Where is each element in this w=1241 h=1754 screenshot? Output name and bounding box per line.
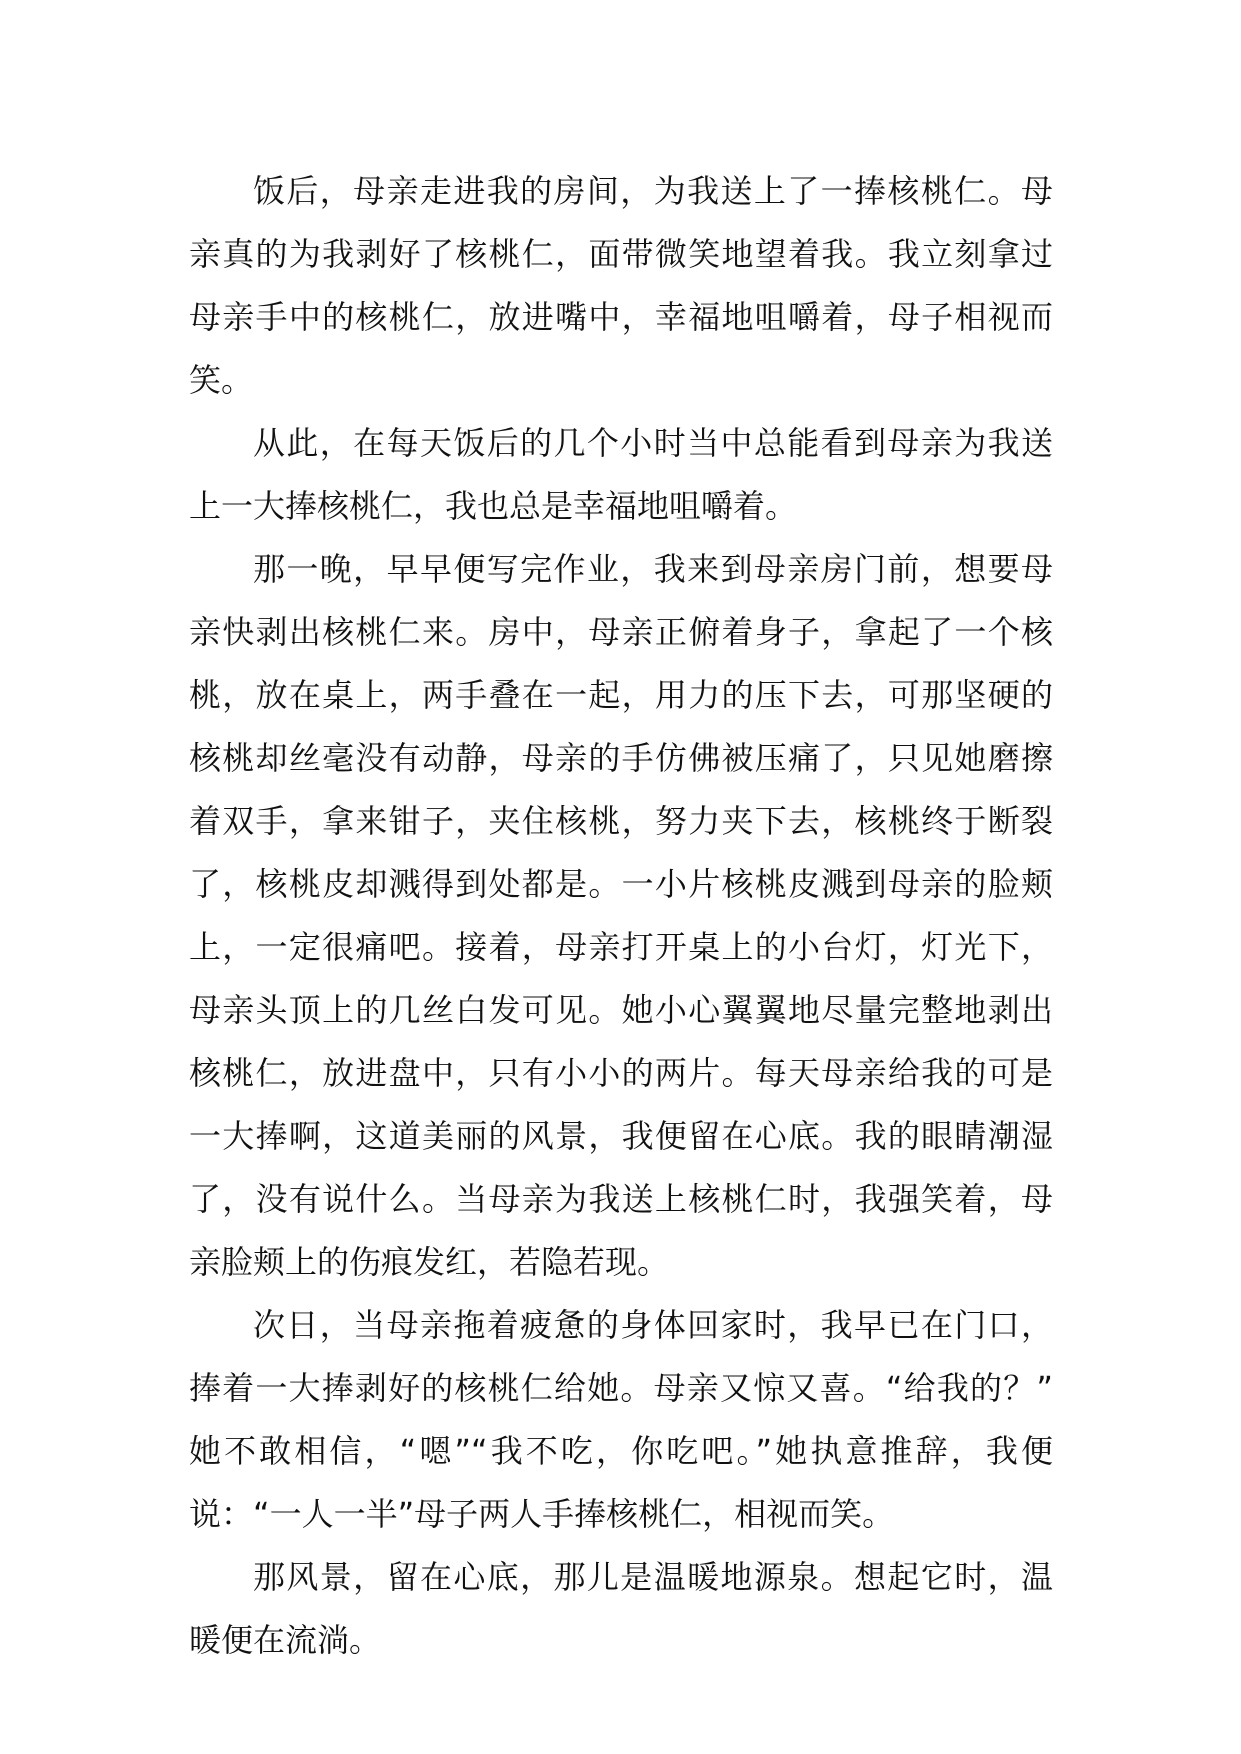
text-line: 了，核桃皮却溅得到处都是。一小片核桃皮溅到母亲的脸颊 (189, 865, 1053, 903)
paragraph (189, 412, 1053, 538)
text-line: 笑。 (189, 361, 254, 399)
text-line: 母亲手中的核桃仁，放进嘴中，幸福地咀嚼着，母子相视而 (189, 298, 1053, 336)
text-line: 核桃仁，放进盘中，只有小小的两片。每天母亲给我的可是 (189, 1054, 1053, 1092)
paragraph (189, 160, 1053, 412)
text-line: 她不敢相信，“嗯”“我不吃，你吃吧。”她执意推辞，我便 (189, 1432, 1053, 1470)
text-line: 那风景，留在心底，那儿是温暖地源泉。想起它时，温 (253, 1558, 1053, 1596)
text-line: 母亲头顶上的几丝白发可见。她小心翼翼地尽量完整地剥出 (189, 991, 1053, 1029)
text-line: 亲脸颊上的伤痕发红，若隐若现。 (189, 1243, 670, 1281)
text-line: 亲快剥出核桃仁来。房中，母亲正俯着身子，拿起了一个核 (189, 613, 1053, 651)
text-line: 桃，放在桌上，两手叠在一起，用力的压下去，可那坚硬的 (189, 676, 1053, 714)
text-line: 暖便在流淌。 (189, 1621, 382, 1659)
text-line: 着双手，拿来钳子，夹住核桃，努力夹下去，核桃终于断裂 (189, 802, 1053, 840)
text-line: 一大捧啊，这道美丽的风景，我便留在心底。我的眼睛潮湿 (189, 1117, 1053, 1155)
text-line: 捧着一大捧剥好的核桃仁给她。母亲又惊又喜。“给我的？” (189, 1369, 1053, 1407)
text-line: 次日，当母亲拖着疲惫的身体回家时，我早已在门口， (253, 1306, 1053, 1344)
paragraph (189, 538, 1053, 1294)
paragraph (189, 1546, 1053, 1672)
text-line: 亲真的为我剥好了核桃仁，面带微笑地望着我。我立刻拿过 (189, 235, 1053, 273)
text-line: 饭后，母亲走进我的房间，为我送上了一捧核桃仁。母 (253, 172, 1053, 210)
text-line: 从此，在每天饭后的几个小时当中总能看到母亲为我送 (253, 424, 1053, 462)
text-line: 核桃却丝毫没有动静，母亲的手仿佛被压痛了，只见她磨擦 (189, 739, 1053, 777)
text-line: 那一晚，早早便写完作业，我来到母亲房门前，想要母 (253, 550, 1053, 588)
text-line: 上一大捧核桃仁，我也总是幸福地咀嚼着。 (189, 487, 798, 525)
text-line: 了，没有说什么。当母亲为我送上核桃仁时，我强笑着，母 (189, 1180, 1053, 1218)
document-body (189, 160, 1053, 1672)
text-line: 说：“一人一半”母子两人手捧核桃仁，相视而笑。 (189, 1495, 895, 1533)
text-line: 上，一定很痛吧。接着，母亲打开桌上的小台灯，灯光下， (189, 928, 1053, 966)
paragraph (189, 1294, 1053, 1546)
